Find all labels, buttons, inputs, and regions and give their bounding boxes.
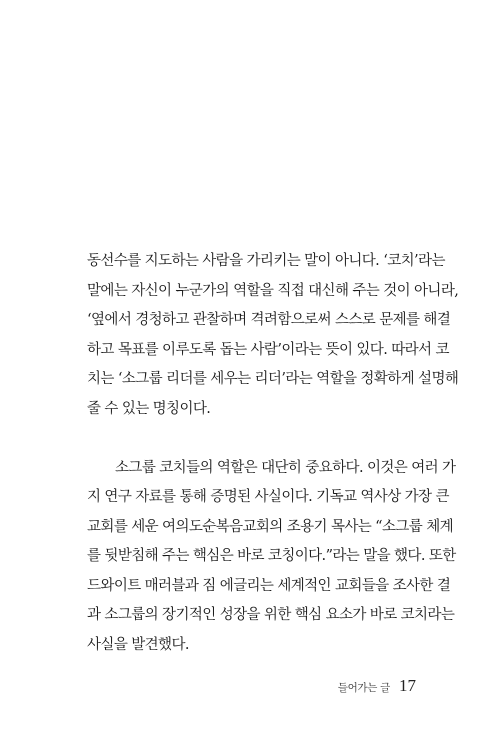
page-number: 17 — [399, 676, 416, 695]
text-line: 를 뒷받침해 주는 핵심은 바로 코칭이다.”라는 말을 했다. 또한 — [87, 548, 456, 564]
text-line: 하고 목표를 이루도록 돕는 사람’이라는 뜻이 있다. 따라서 코 — [87, 341, 449, 358]
text-line: 사실을 발견했다. — [87, 636, 189, 653]
text-line: 드와이트 매러블과 짐 에글리는 세계적인 교회들을 조사한 결 — [87, 577, 451, 594]
running-head: 들어가는 글 — [337, 682, 390, 694]
paragraph-2 — [87, 454, 456, 661]
text-line: 치는 ‘소그룹 리더를 세우는 리더’라는 역할을 정확하게 설명해 — [87, 371, 459, 387]
page-footer — [338, 676, 416, 700]
text-line: ‘옆에서 경청하고 관찰하며 격려함으로써 스스로 문제를 해결 — [87, 312, 451, 328]
paragraph-gap — [87, 424, 417, 454]
text-line: 과 소그룹의 장기적인 성장을 위한 핵심 요소가 바로 코치라는 — [87, 607, 455, 623]
text-line: 지 연구 자료를 통해 증명된 사실이다. 기독교 역사상 가장 큰 — [87, 489, 449, 505]
body-text — [87, 247, 459, 660]
text-line: 교회를 세운 여의도순복음교회의 조용기 목사는 “소그룹 체계 — [87, 518, 454, 535]
text-line: 소그룹 코치들의 역할은 대단히 중요하다. 이것은 여러 가 — [115, 459, 456, 476]
text-line: 동선수를 지도하는 사람을 가리키는 말이 아니다. ‘코치’라는 — [87, 253, 445, 269]
text-line: 줄 수 있는 명칭이다. — [87, 400, 211, 417]
text-line: 말에는 자신이 누군가의 역할을 직접 대신해 주는 것이 아니라, — [87, 282, 459, 299]
paragraph-1 — [87, 247, 459, 424]
